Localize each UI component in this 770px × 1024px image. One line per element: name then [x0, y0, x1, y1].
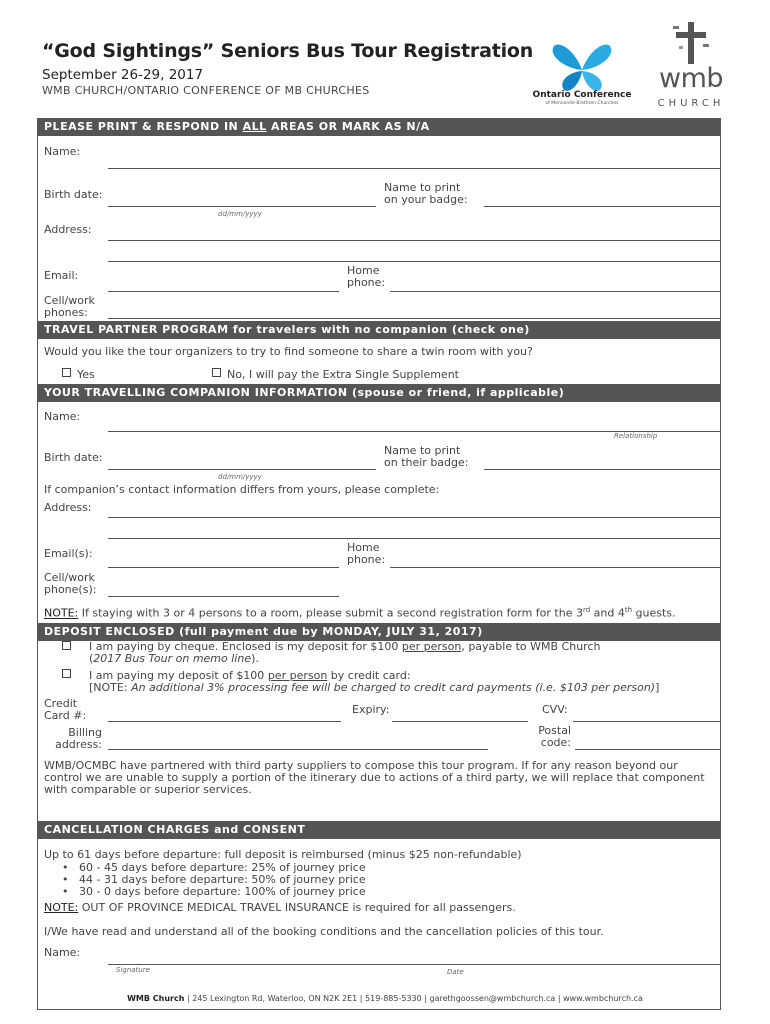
companion-cell-label: Cell/work phone(s): — [44, 571, 97, 596]
section-header-deposit: DEPOSIT ENCLOSED (full payment due by MONDAY, JULY 31, 2017) — [38, 623, 720, 641]
ontario-conference-logo — [532, 38, 632, 112]
address-field-2[interactable] — [108, 261, 721, 262]
list-item: • 44 - 31 days before departure: 50% of journey price — [62, 873, 366, 886]
consent-name-label: Name: — [44, 946, 81, 959]
insurance-note: NOTE: OUT OF PROVINCE MEDICAL TRAVEL INSURANCE is required for all passengers. — [44, 901, 516, 914]
cheque-option-label: I am paying by cheque. Enclosed is my deposit for $100 per person, payable to WMB Church (2017 Bus Tour on memo line). — [89, 640, 601, 665]
postal-code-field[interactable] — [575, 749, 721, 750]
signature-hint: Signature — [116, 966, 150, 974]
travel-partner-question: Would you like the tour organizers to try to find someone to share a twin room with you? — [44, 345, 533, 358]
billing-address-label: Billing address: — [55, 726, 102, 751]
list-item: • 60 - 45 days before departure: 25% of journey price — [62, 861, 366, 874]
address-label: Address: — [44, 223, 92, 236]
section-header-companion: YOUR TRAVELLING COMPANION INFORMATION (spouse or friend, if applicable) — [38, 384, 720, 402]
companion-cell-field[interactable] — [108, 596, 339, 597]
room-note: NOTE: If staying with 3 or 4 persons to a room, please submit a second registration form for the 3rd and 4th guests. — [44, 606, 676, 620]
badge-name-label: Name to print on your badge: — [384, 181, 468, 206]
logo-subtext: of Mennonite Brethren Churches — [545, 101, 619, 106]
companion-contact-note: If companion’s contact information differs from yours, please complete: — [44, 483, 440, 496]
credit-card-field[interactable] — [108, 721, 341, 722]
section-header-travel-partner: TRAVEL PARTNER PROGRAM for travelers with no companion (check one) — [38, 321, 720, 339]
logo-wordmark: wmb — [658, 63, 724, 94]
companion-name-label: Name: — [44, 410, 81, 423]
cell-phone-field[interactable] — [108, 318, 721, 319]
companion-badge-field[interactable] — [484, 469, 721, 470]
name-field[interactable] — [108, 168, 721, 169]
companion-email-label: Email(s): — [44, 547, 93, 560]
single-supplement-checkbox[interactable] — [212, 368, 221, 377]
companion-address-field-1[interactable] — [108, 517, 721, 518]
single-supplement-label: No, I will pay the Extra Single Supplement — [227, 368, 459, 381]
yes-label: Yes — [77, 368, 95, 381]
email-field[interactable] — [108, 291, 339, 292]
third-party-disclaimer: WMB/OCMBC have partnered with third party suppliers to compose this tour program. If for any reason beyond our control we are unable to supply a portion of the itinerary due to actions of a third party, we will replace that component with comparable or superior services. — [44, 759, 705, 796]
credit-card-label: Credit Card #: — [44, 697, 87, 722]
section-header-cancellation: CANCELLATION CHARGES and CONSENT — [38, 821, 720, 839]
cross-icon — [671, 22, 711, 64]
credit-card-checkbox[interactable] — [62, 669, 71, 678]
list-item: • 30 - 0 days before departure: 100% of journey price — [62, 885, 366, 898]
credit-card-option-label: I am paying my deposit of $100 per person by credit card: [NOTE: An additional 3% processing fee will be charged to credit card payments (i.e. $103 per person)] — [89, 669, 660, 694]
date-format-hint: dd/mm/yyyy — [218, 210, 262, 218]
birth-date-label: Birth date: — [44, 188, 103, 201]
birth-date-field[interactable] — [108, 206, 376, 207]
tour-dates: September 26-29, 2017 — [42, 67, 204, 83]
date-hint: Date — [447, 968, 464, 976]
cvv-label: CVV: — [542, 703, 568, 716]
cancellation-full-refund: Up to 61 days before departure: full deposit is reimbursed (minus $25 non-refundable) — [44, 848, 522, 861]
yes-checkbox[interactable] — [62, 368, 71, 377]
companion-email-field[interactable] — [108, 567, 339, 568]
expiry-label: Expiry: — [352, 703, 390, 716]
companion-address-label: Address: — [44, 501, 92, 514]
companion-birth-field[interactable] — [108, 469, 376, 470]
cancellation-bullets — [62, 862, 366, 898]
logo-text: Ontario Conference — [532, 90, 632, 100]
address-field-1[interactable] — [108, 240, 721, 241]
cheque-checkbox[interactable] — [62, 641, 71, 650]
name-label: Name: — [44, 145, 81, 158]
butterfly-icon — [532, 38, 632, 94]
email-label: Email: — [44, 269, 79, 282]
companion-home-phone-field[interactable] — [390, 567, 721, 568]
companion-address-field-2[interactable] — [108, 538, 721, 539]
footer-contact: WMB Church | 245 Lexington Rd, Waterloo, ON N2K 2E1 | 519-885-5330 | garethgoossen@wmbchurch.ca | www.wmbchurch.ca — [127, 994, 643, 1003]
companion-birth-label: Birth date: — [44, 451, 103, 464]
home-phone-field[interactable] — [390, 291, 721, 292]
date-format-hint: dd/mm/yyyy — [218, 473, 262, 481]
cell-phone-label: Cell/work phones: — [44, 294, 95, 319]
home-phone-label: Home phone: — [347, 264, 386, 289]
relationship-hint: Relationship — [614, 432, 658, 440]
logo-subtext: CHURCH — [657, 98, 725, 109]
badge-name-field[interactable] — [484, 206, 721, 207]
signature-field[interactable] — [108, 964, 721, 965]
cvv-field[interactable] — [573, 721, 721, 722]
postal-code-label: Postal code: — [538, 724, 571, 749]
expiry-field[interactable] — [392, 721, 528, 722]
organizer-line: WMB CHURCH/ONTARIO CONFERENCE OF MB CHURCHES — [42, 84, 370, 97]
billing-address-field[interactable] — [108, 749, 488, 750]
companion-badge-label: Name to print on their badge: — [384, 444, 469, 469]
section-header-personal: PLEASE PRINT & RESPOND IN ALL AREAS OR MARK AS N/A — [38, 118, 720, 136]
companion-home-phone-label: Home phone: — [347, 541, 386, 566]
wmb-church-logo — [652, 22, 730, 112]
form-title: “God Sightings” Seniors Bus Tour Registration — [42, 40, 534, 62]
consent-statement: I/We have read and understand all of the booking conditions and the cancellation policies of this tour. — [44, 925, 604, 938]
